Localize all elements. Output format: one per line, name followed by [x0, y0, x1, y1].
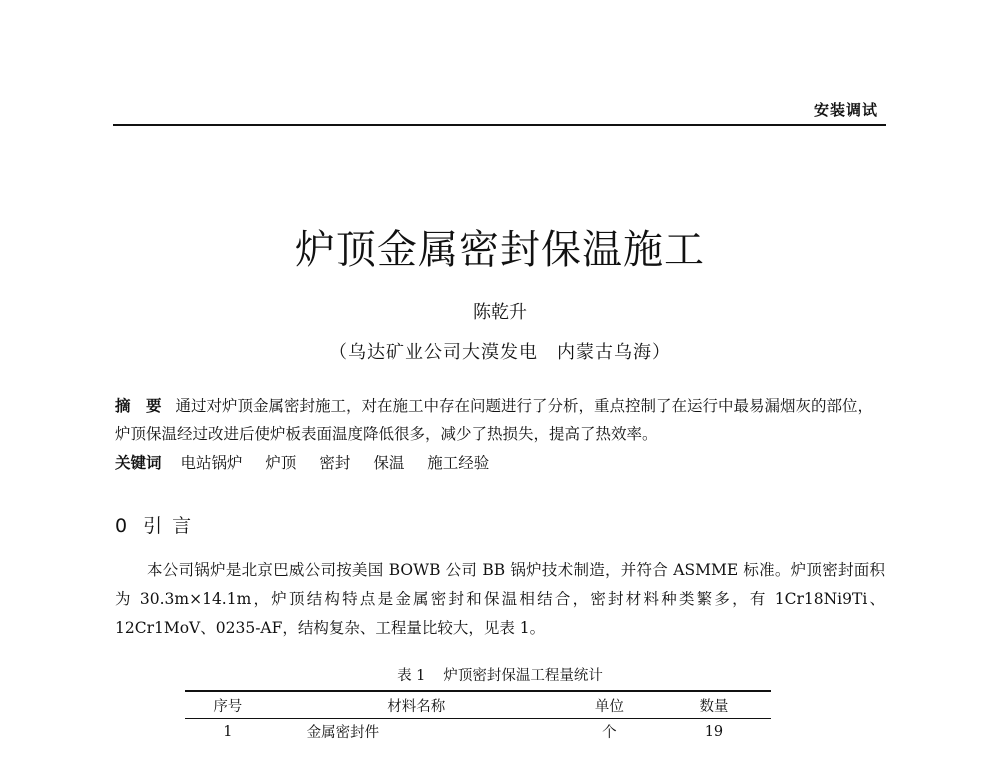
- column-header-unit: 单位: [562, 691, 657, 719]
- keyword-item: 电站锅炉: [180, 454, 243, 472]
- abstract-text: 通过对炉顶金属密封施工，对在施工中存在问题进行了分析，重点控制了在运行中最易漏烟灰的部位，炉顶保温经过改进后使炉板表面温度降低很多，减少了热损失，提高了热效率。: [115, 397, 874, 443]
- table-cell-quantity: 19: [704, 723, 724, 740]
- keyword-item: 保温: [373, 454, 405, 472]
- author-affiliation: （乌达矿业公司大漠发电 内蒙古乌海）: [329, 342, 671, 363]
- quantity-table: [185, 690, 771, 744]
- section-number: 0: [115, 515, 130, 537]
- keyword-item: 炉顶: [265, 454, 297, 472]
- body-paragraph: 本公司锅炉是北京巴威公司按美国 BOWB 公司 BB 锅炉技术制造，并符合 ASMME 标准。炉顶密封面积为 30.3m×14.1m，炉顶结构特点是金属密封和保温相结合，密封材料种类繁多，有 1Cr18Ni9Ti、12Cr1MoV、0235-AF，结构复杂、工程量比较大，见表 1。: [115, 561, 885, 637]
- table-caption-title: 炉顶密封保温工程量统计: [443, 668, 603, 684]
- abstract-label: 摘 要: [115, 397, 162, 415]
- table-row: [185, 719, 771, 745]
- table-caption-number: 表 1: [397, 668, 426, 684]
- table-header-row: [185, 691, 771, 719]
- table-cell-index: 1: [223, 723, 233, 740]
- keyword-item: 施工经验: [427, 454, 490, 472]
- column-header-index: 序号: [185, 691, 271, 719]
- table-cell-unit: 个: [602, 725, 617, 741]
- keywords: [115, 450, 885, 476]
- running-header: 安装调试: [813, 101, 878, 119]
- section-title: 引 言: [143, 515, 194, 537]
- article-title: 炉顶金属密封保温施工: [295, 227, 705, 273]
- article-author: 陈乾升: [473, 302, 527, 323]
- abstract: [115, 392, 885, 448]
- table-caption: [0, 664, 1000, 685]
- column-header-quantity: 数量: [657, 691, 771, 719]
- header-rule: [113, 124, 886, 126]
- table-cell-material: 金属密封件: [306, 725, 380, 741]
- keyword-item: 密封: [319, 454, 351, 472]
- keywords-label: 关键词: [115, 454, 162, 472]
- column-header-material: 材料名称: [271, 691, 562, 719]
- section-heading: [115, 511, 193, 538]
